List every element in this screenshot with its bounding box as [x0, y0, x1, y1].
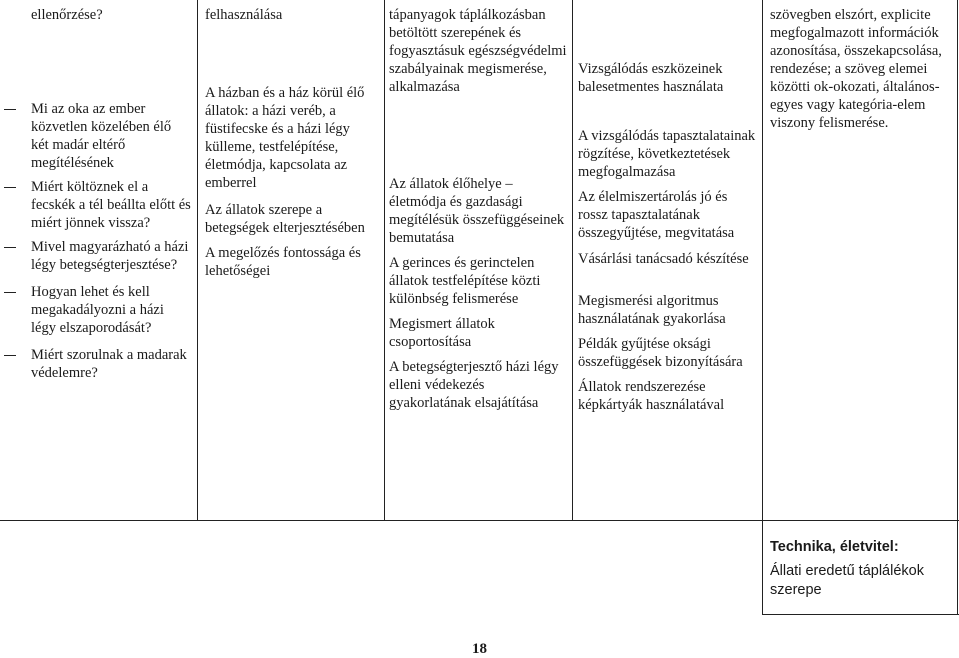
table-bottom-border: [0, 520, 959, 521]
activities-column: [578, 60, 758, 421]
cross-curricular-box: [770, 538, 955, 600]
question-item: Miért szorulnak a madarak védelemre?: [4, 346, 192, 382]
content-paragraph: Az állatok szerepe a betegségek elterjesztésében: [205, 202, 365, 236]
goal-paragraph: A betegségterjesztő házi légy elleni védekezés gyakorlatának elsajátítása: [389, 359, 559, 411]
question-item: Mivel magyarázható a házi légy betegségterjesztése?: [4, 238, 192, 274]
col1-top-text: ellenőrzése?: [31, 7, 103, 23]
column-divider-1: [197, 0, 198, 521]
question-item: Mi az oka az ember közvetlen közelében élő két madár eltérő megítélésének: [4, 100, 192, 172]
activity-paragraph: Az élelmiszertárolás jó és rossz tapasztalatának összegyűjtése, megvitatása: [578, 189, 735, 241]
dash-bullet-icon: [4, 109, 16, 110]
col3-top-text: tápanyagok táplálkozásban betöltött szerepének és fogyasztásuk egészségvédelmi szabályainak megismerése, alkalmazása: [389, 7, 567, 95]
goal-paragraph: A gerinces és gerinctelen állatok testfelépítése közti különbség felismerése: [389, 255, 541, 307]
activity-paragraph: Vásárlási tanácsadó készítése: [578, 251, 749, 267]
activity-paragraph: Állatok rendszerezése képkártyák használatával: [578, 379, 725, 413]
page-number: 18: [472, 641, 487, 657]
goal-paragraph: Az állatok élőhelye – életmódja és gazdasági megítélésük összefüggéseinek bemutatása: [389, 176, 565, 246]
table-right-border: [957, 0, 958, 615]
question-list: [4, 100, 192, 382]
activity-paragraph: Példák gyűjtése oksági összefüggések bizonyítására: [578, 336, 743, 370]
question-item: Hogyan lehet és kell megakadályozni a házi légy elszaporodását?: [4, 283, 192, 337]
column-divider-2: [384, 0, 385, 521]
activity-paragraph: Vizsgálódás eszközeinek balesetmentes használata: [578, 61, 724, 95]
goals-column: [389, 6, 569, 419]
content-column: [205, 6, 380, 287]
dash-bullet-icon: [4, 355, 16, 356]
question-item: Miért költöznek el a fecskék a tél beállta előtt és miért jönnek vissza?: [4, 178, 192, 232]
box-body: Állati eredetű táplálékok szerepe: [770, 563, 924, 598]
activity-paragraph: A vizsgálódás tapasztalatainak rögzítése, következtetések megfogalmazása: [578, 128, 756, 180]
connections-column: [770, 6, 955, 139]
column-divider-3: [572, 0, 573, 521]
dash-bullet-icon: [4, 187, 16, 188]
questions-column: [4, 6, 192, 382]
box-heading: Technika, életvitel:: [770, 539, 899, 555]
column-divider-4: [762, 0, 763, 615]
content-paragraph: A házban és a ház körül élő állatok: a házi veréb, a füstifecske és a házi légy külleme, testfelépítése, életmódja, kapcsolata az emberrel: [205, 85, 365, 191]
activity-paragraph: Megismerési algoritmus használatának gyakorlása: [578, 293, 726, 327]
col5-top-text: szövegben elszórt, explicite megfogalmazott információk azonosítása, összekapcsolása, rendezése; a szöveg elemei közötti ok-okozati, általános-egyes vagy kategória-elem viszony felismerése.: [770, 7, 942, 131]
col2-top-text: felhasználása: [205, 7, 283, 23]
dash-bullet-icon: [4, 247, 16, 248]
content-paragraph: A megelőzés fontossága és lehetőségei: [205, 245, 361, 279]
box-bottom-border: [762, 614, 959, 615]
dash-bullet-icon: [4, 292, 16, 293]
goal-paragraph: Megismert állatok csoportosítása: [389, 316, 495, 350]
